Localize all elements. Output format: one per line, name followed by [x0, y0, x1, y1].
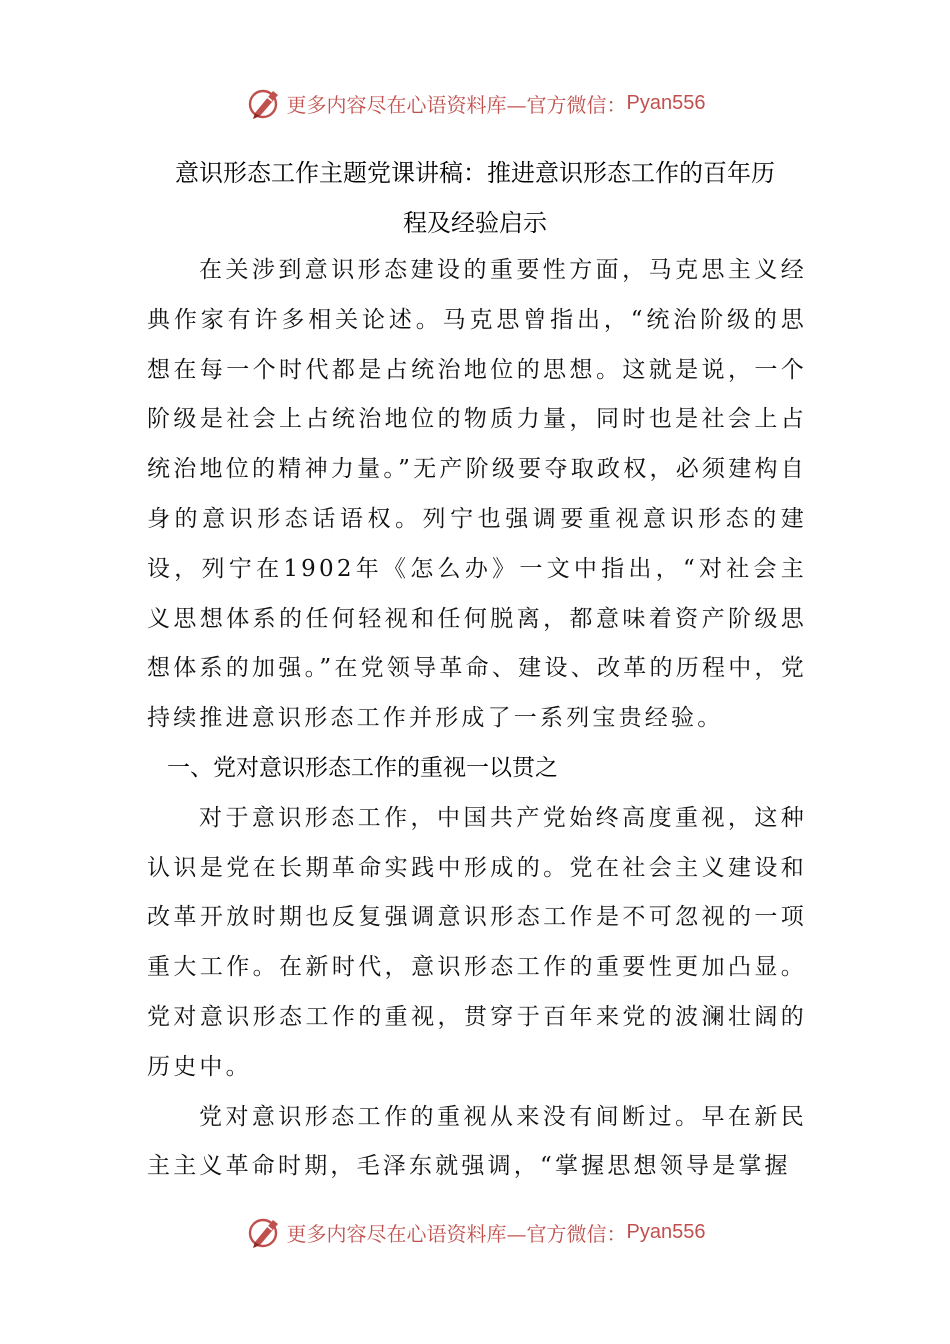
document-title — [145, 148, 805, 248]
title-line-1: 意识形态工作主题党课讲稿：推进意识形态工作的百年历 — [175, 159, 775, 187]
document-body — [147, 246, 807, 1192]
pen-logo-icon — [245, 1212, 285, 1252]
title-line-2: 程及经验启示 — [403, 209, 547, 237]
section-heading-1: 一、党对意识形态工作的重视一以贯之 — [167, 754, 558, 781]
header-watermark-banner — [0, 83, 950, 123]
pen-logo-icon — [245, 83, 285, 123]
banner-text: 更多内容尽在心语资料库—官方微信： — [286, 92, 627, 117]
paragraph-1: 在关涉到意识形态建设的重要性方面，马克思主义经典作家有许多相关论述。马克思曾指出，“统治阶级的思想在每一个时代都是占统治地位的思想。这就是说，一个阶级是社会上占统治地位的物质力量，同时也是社会上占统治地位的精神力量。”无产阶级要夺取政权，必须建构自身的意识形态话语权。列宁也强调要重视意识形态的建设，列宁在1902年《怎么办》一文中指出，“对社会主义思想体系的任何轻视和任何脱离，都意味着资产阶级思想体系的加强。”在党领导革命、建设、改革的历程中，党持续推进意识形态工作并形成了一系列宝贵经验。 — [147, 257, 807, 732]
banner-wechat-id: Pyan556 — [626, 91, 706, 114]
paragraph-3: 党对意识形态工作的重视从来没有间断过。早在新民主主义革命时期，毛泽东就强调，“掌握思想领导是掌握 — [147, 1103, 807, 1180]
paragraph-2: 对于意识形态工作，中国共产党始终高度重视，这种认识是党在长期革命实践中形成的。党在社会主义建设和改革开放时期也反复强调意识形态工作是不可忽视的一项重大工作。在新时代，意识形态工作的重要性更加凸显。党对意识形态工作的重视，贯穿于百年来党的波澜壮阔的历史中。 — [147, 804, 807, 1080]
banner-text: 更多内容尽在心语资料库—官方微信： — [286, 1221, 627, 1246]
banner-wechat-id: Pyan556 — [626, 1220, 706, 1243]
footer-watermark-banner — [0, 1212, 950, 1252]
